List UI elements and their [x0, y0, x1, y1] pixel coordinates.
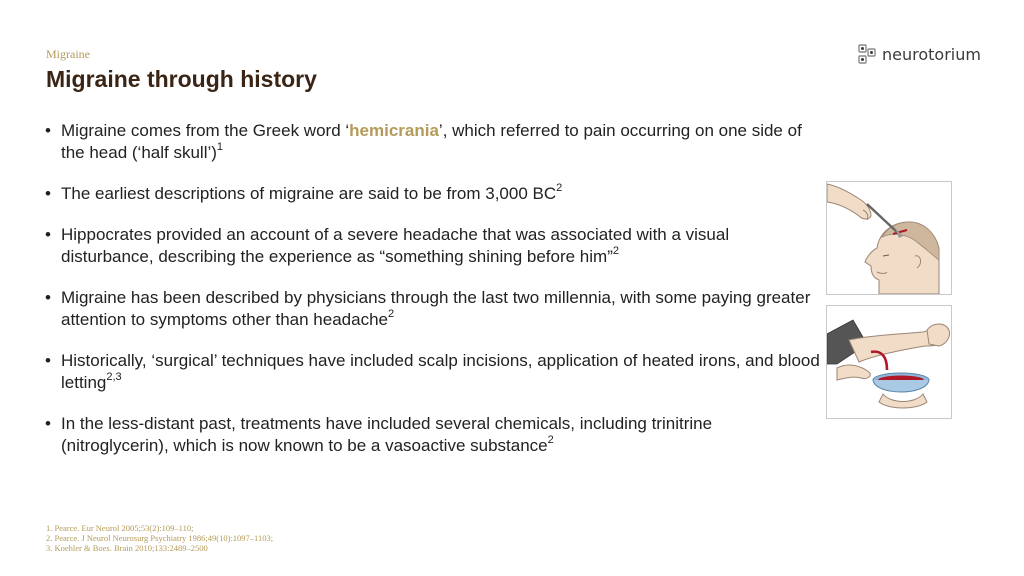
- bullet-text: ’, which referred to pain occurring on one side of the head (‘half skull’): [61, 121, 802, 162]
- bullet-item: [44, 287, 824, 331]
- citation: 2: [556, 182, 563, 195]
- bullet-text: Historically, ‘surgical’ techniques have included scalp incisions, application of heated irons, and blood letting: [61, 351, 820, 392]
- bullet-item: [44, 183, 824, 205]
- bullet-item: [44, 413, 824, 457]
- references: [46, 523, 273, 553]
- reference-item: 3. Koehler & Boes. Brain 2010;133:2489–2500: [46, 543, 208, 553]
- citation: 2,3: [106, 371, 122, 384]
- citation: 2: [387, 308, 395, 321]
- bullet-item: [44, 350, 824, 394]
- bullet-text: In the less-distant past, treatments have included several chemicals, including trinitrine (nitroglycerin), which is now known to be a vasoactive substance: [61, 414, 713, 455]
- citation: 1: [216, 141, 224, 154]
- bullet-text: Migraine has been described by physicians through the last two millennia, with some paying greater attention to symptoms other than headache: [61, 288, 811, 329]
- bullet-item: [44, 120, 824, 164]
- bullet-item: [44, 224, 824, 268]
- page-title: Migraine through history: [46, 66, 317, 92]
- logo-text: neurotorium: [882, 44, 981, 64]
- neurotorium-logo-icon: [857, 43, 877, 65]
- bullet-text: Migraine comes from the Greek word ‘: [61, 121, 350, 140]
- blood-letting-illustration: [827, 306, 951, 418]
- citation: 2: [547, 434, 554, 447]
- section-label: Migraine: [46, 47, 90, 61]
- highlight-term: hemicrania: [349, 121, 439, 140]
- reference-item: 1. Pearce. Eur Neurol 2005;53(2):109–110;: [46, 523, 194, 533]
- bullet-list: [44, 120, 824, 476]
- bullet-text: Hippocrates provided an account of a severe headache that was associated with a visual disturbance, describing the experience as “something shining before him”: [61, 225, 730, 266]
- brand-logo[interactable]: [857, 43, 981, 65]
- reference-item: 2. Pearce. J Neurol Neurosurg Psychiatry 1986;49(10):1097–1103;: [46, 533, 274, 543]
- bullet-text: The earliest descriptions of migraine are said to be from 3,000 BC: [61, 184, 557, 203]
- blood-letting-image: [826, 305, 952, 419]
- scalp-incision-illustration: [827, 182, 951, 294]
- citation: 2: [612, 245, 619, 258]
- scalp-incision-image: [826, 181, 952, 295]
